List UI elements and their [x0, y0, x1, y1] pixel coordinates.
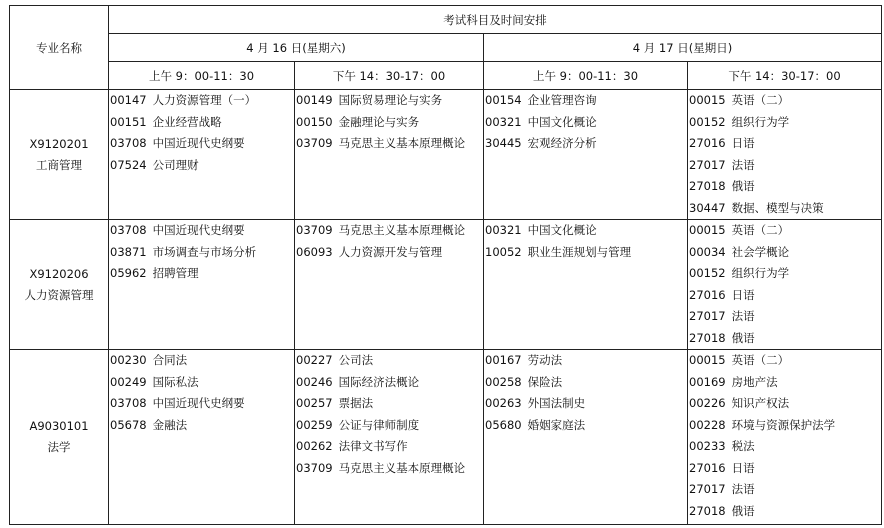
course-item: [295, 415, 483, 437]
course-item: [484, 372, 687, 394]
course-name: 公司理财: [152, 157, 199, 172]
course-code: 05680: [485, 417, 522, 432]
course-code: 00258: [485, 374, 522, 389]
course-name: 中国文化概论: [527, 114, 597, 129]
course-item: [295, 350, 483, 372]
course-name: 招聘管理: [152, 266, 199, 280]
course-name: 马克思主义基本原理概论: [338, 223, 466, 237]
course-name: 市场调查与市场分析: [152, 244, 257, 259]
session-header: 上午 9：00-11：30: [484, 62, 688, 90]
session-cell: [295, 220, 484, 350]
course-code: 00233: [689, 439, 726, 453]
course-item: [688, 436, 881, 458]
course-code: 00263: [485, 396, 522, 410]
session-header: 下午 14：30-17：00: [688, 62, 882, 90]
course-item: [109, 155, 294, 177]
course-code: 27016: [689, 460, 726, 475]
major-code: X9120206: [29, 266, 89, 281]
course-item: [484, 90, 687, 112]
course-code: 00034: [689, 244, 726, 259]
course-code: 06093: [296, 244, 333, 259]
course-item: [484, 393, 687, 415]
major-name: 工商管理: [36, 157, 82, 172]
course-name: 组织行为学: [731, 266, 790, 280]
course-code: 03709: [296, 136, 333, 150]
course-name: 日语: [731, 287, 755, 302]
course-item: [484, 415, 687, 437]
session-header: 上午 9：00-11：30: [109, 62, 295, 90]
course-item: [688, 285, 881, 307]
course-item: [295, 436, 483, 458]
course-code: 00015: [689, 353, 726, 367]
course-item: [295, 133, 483, 155]
course-name: 法律文书写作: [338, 439, 408, 453]
major-row: [10, 220, 882, 350]
course-item: [109, 372, 294, 394]
course-code: 00321: [485, 114, 522, 129]
course-name: 企业管理咨询: [527, 93, 597, 107]
course-code: 27017: [689, 157, 726, 172]
course-item: [688, 479, 881, 501]
session-cell: [484, 350, 688, 525]
course-name: 金融理论与实务: [338, 114, 420, 129]
course-item: [109, 350, 294, 372]
major-row: [10, 350, 882, 525]
major-name: 人力资源管理: [24, 287, 94, 302]
day-header-1: 4 月 16 日(星期六): [109, 34, 484, 62]
session-header: 下午 14：30-17：00: [295, 62, 484, 90]
course-name: 俄语: [731, 503, 755, 518]
course-code: 00249: [110, 374, 147, 389]
course-item: [688, 415, 881, 437]
course-name: 社会学概论: [731, 244, 790, 259]
course-item: [688, 176, 881, 198]
course-item: [295, 372, 483, 394]
course-code: 05678: [110, 417, 147, 432]
course-name: 合同法: [152, 353, 188, 367]
course-name: 知识产权法: [731, 396, 790, 410]
course-name: 公司法: [338, 353, 374, 367]
course-code: 03708: [110, 396, 147, 410]
course-name: 英语（二）: [731, 223, 790, 237]
session-cell: [688, 220, 882, 350]
course-item: [109, 393, 294, 415]
course-item: [688, 112, 881, 134]
course-code: 00152: [689, 114, 726, 129]
major-row: [10, 90, 882, 220]
course-code: 00230: [110, 353, 147, 367]
course-code: 00154: [485, 93, 522, 107]
course-code: 00169: [689, 374, 726, 389]
course-name: 马克思主义基本原理概论: [338, 460, 466, 475]
schedule-body: [10, 90, 882, 525]
course-name: 俄语: [731, 330, 755, 345]
course-item: [109, 415, 294, 437]
course-name: 金融法: [152, 417, 188, 432]
course-item: [688, 242, 881, 264]
session-cell: [109, 220, 295, 350]
course-item: [295, 220, 483, 242]
course-code: 27018: [689, 179, 726, 193]
course-name: 企业经营战略: [152, 114, 222, 129]
major-cell: [10, 90, 109, 220]
session-cell: [295, 350, 484, 525]
course-item: [109, 263, 294, 285]
day-header-2: 4 月 17 日(星期日): [484, 34, 882, 62]
course-name: 劳动法: [527, 353, 563, 367]
course-item: [688, 306, 881, 328]
session-cell: [109, 350, 295, 525]
course-code: 30447: [689, 200, 726, 215]
course-name: 国际经济法概论: [338, 374, 420, 389]
course-code: 00167: [485, 353, 522, 367]
session-cell: [688, 350, 882, 525]
course-item: [484, 112, 687, 134]
course-code: 27018: [689, 330, 726, 345]
course-code: 03709: [296, 460, 333, 475]
course-item: [688, 372, 881, 394]
course-item: [688, 501, 881, 523]
major-cell: [10, 350, 109, 525]
course-name: 公证与律师制度: [338, 417, 420, 432]
course-code: 03708: [110, 223, 147, 237]
course-code: 00151: [110, 114, 147, 129]
session-cell: [484, 90, 688, 220]
course-name: 职业生涯规划与管理: [527, 244, 632, 259]
course-name: 马克思主义基本原理概论: [338, 136, 466, 150]
course-item: [688, 328, 881, 350]
course-item: [295, 112, 483, 134]
course-code: 00246: [296, 374, 333, 389]
course-name: 国际私法: [152, 374, 199, 389]
course-item: [109, 90, 294, 112]
course-name: 环境与资源保护法学: [731, 417, 836, 432]
course-item: [688, 198, 881, 220]
course-code: 00227: [296, 353, 333, 367]
course-item: [688, 263, 881, 285]
course-code: 00147: [110, 93, 147, 107]
course-item: [295, 242, 483, 264]
course-name: 英语（二）: [731, 93, 790, 107]
course-code: 05962: [110, 266, 147, 280]
course-code: 03708: [110, 136, 147, 150]
major-header: 专业名称: [10, 6, 109, 90]
course-code: 27017: [689, 309, 726, 323]
course-code: 00228: [689, 417, 726, 432]
course-item: [484, 242, 687, 264]
course-item: [484, 220, 687, 242]
course-code: 07524: [110, 157, 147, 172]
session-cell: [295, 90, 484, 220]
course-code: 00259: [296, 417, 333, 432]
major-cell: [10, 220, 109, 350]
course-name: 中国近现代史纲要: [152, 223, 245, 237]
exam-schedule-table: [9, 5, 882, 525]
course-name: 法语: [731, 482, 755, 496]
course-name: 组织行为学: [731, 114, 790, 129]
course-name: 宏观经济分析: [527, 136, 597, 150]
course-code: 27016: [689, 136, 726, 150]
course-code: 00149: [296, 93, 333, 107]
course-name: 中国文化概论: [527, 223, 597, 237]
session-cell: [484, 220, 688, 350]
course-code: 00321: [485, 223, 522, 237]
course-name: 数据、模型与决策: [731, 200, 824, 215]
course-item: [484, 350, 687, 372]
course-item: [109, 133, 294, 155]
course-name: 外国法制史: [527, 396, 586, 410]
course-name: 国际贸易理论与实务: [338, 93, 443, 107]
course-code: 00257: [296, 396, 333, 410]
course-item: [688, 393, 881, 415]
course-code: 00150: [296, 114, 333, 129]
course-name: 税法: [731, 439, 755, 453]
session-cell: [109, 90, 295, 220]
course-name: 婚姻家庭法: [527, 417, 586, 432]
course-code: 00152: [689, 266, 726, 280]
course-name: 中国近现代史纲要: [152, 396, 245, 410]
course-item: [295, 90, 483, 112]
course-name: 人力资源管理（一）: [152, 93, 257, 107]
course-code: 27018: [689, 503, 726, 518]
course-item: [688, 155, 881, 177]
course-code: 00226: [689, 396, 726, 410]
course-item: [295, 458, 483, 480]
course-name: 票据法: [338, 396, 374, 410]
course-code: 03709: [296, 223, 333, 237]
major-name: 法学: [47, 440, 71, 454]
course-name: 英语（二）: [731, 353, 790, 367]
schedule-title: 考试科目及时间安排: [109, 6, 882, 34]
course-name: 日语: [731, 136, 755, 150]
course-item: [109, 220, 294, 242]
course-name: 保险法: [527, 374, 563, 389]
major-code: A9030101: [29, 419, 89, 433]
course-item: [688, 90, 881, 112]
course-name: 俄语: [731, 179, 755, 193]
course-name: 法语: [731, 157, 755, 172]
course-item: [688, 350, 881, 372]
course-item: [688, 133, 881, 155]
course-name: 人力资源开发与管理: [338, 244, 443, 259]
course-item: [109, 112, 294, 134]
course-code: 00015: [689, 223, 726, 237]
course-code: 00262: [296, 439, 333, 453]
course-code: 10052: [485, 244, 522, 259]
course-name: 房地产法: [731, 374, 778, 389]
course-item: [484, 133, 687, 155]
course-item: [109, 242, 294, 264]
course-code: 00015: [689, 93, 726, 107]
course-code: 30445: [485, 136, 522, 150]
course-name: 日语: [731, 460, 755, 475]
course-code: 03871: [110, 244, 147, 259]
course-name: 中国近现代史纲要: [152, 136, 245, 150]
course-name: 法语: [731, 309, 755, 323]
course-code: 27017: [689, 482, 726, 496]
course-item: [295, 393, 483, 415]
session-cell: [688, 90, 882, 220]
course-item: [688, 220, 881, 242]
major-code: X9120201: [29, 136, 89, 151]
course-code: 27016: [689, 287, 726, 302]
course-item: [688, 458, 881, 480]
